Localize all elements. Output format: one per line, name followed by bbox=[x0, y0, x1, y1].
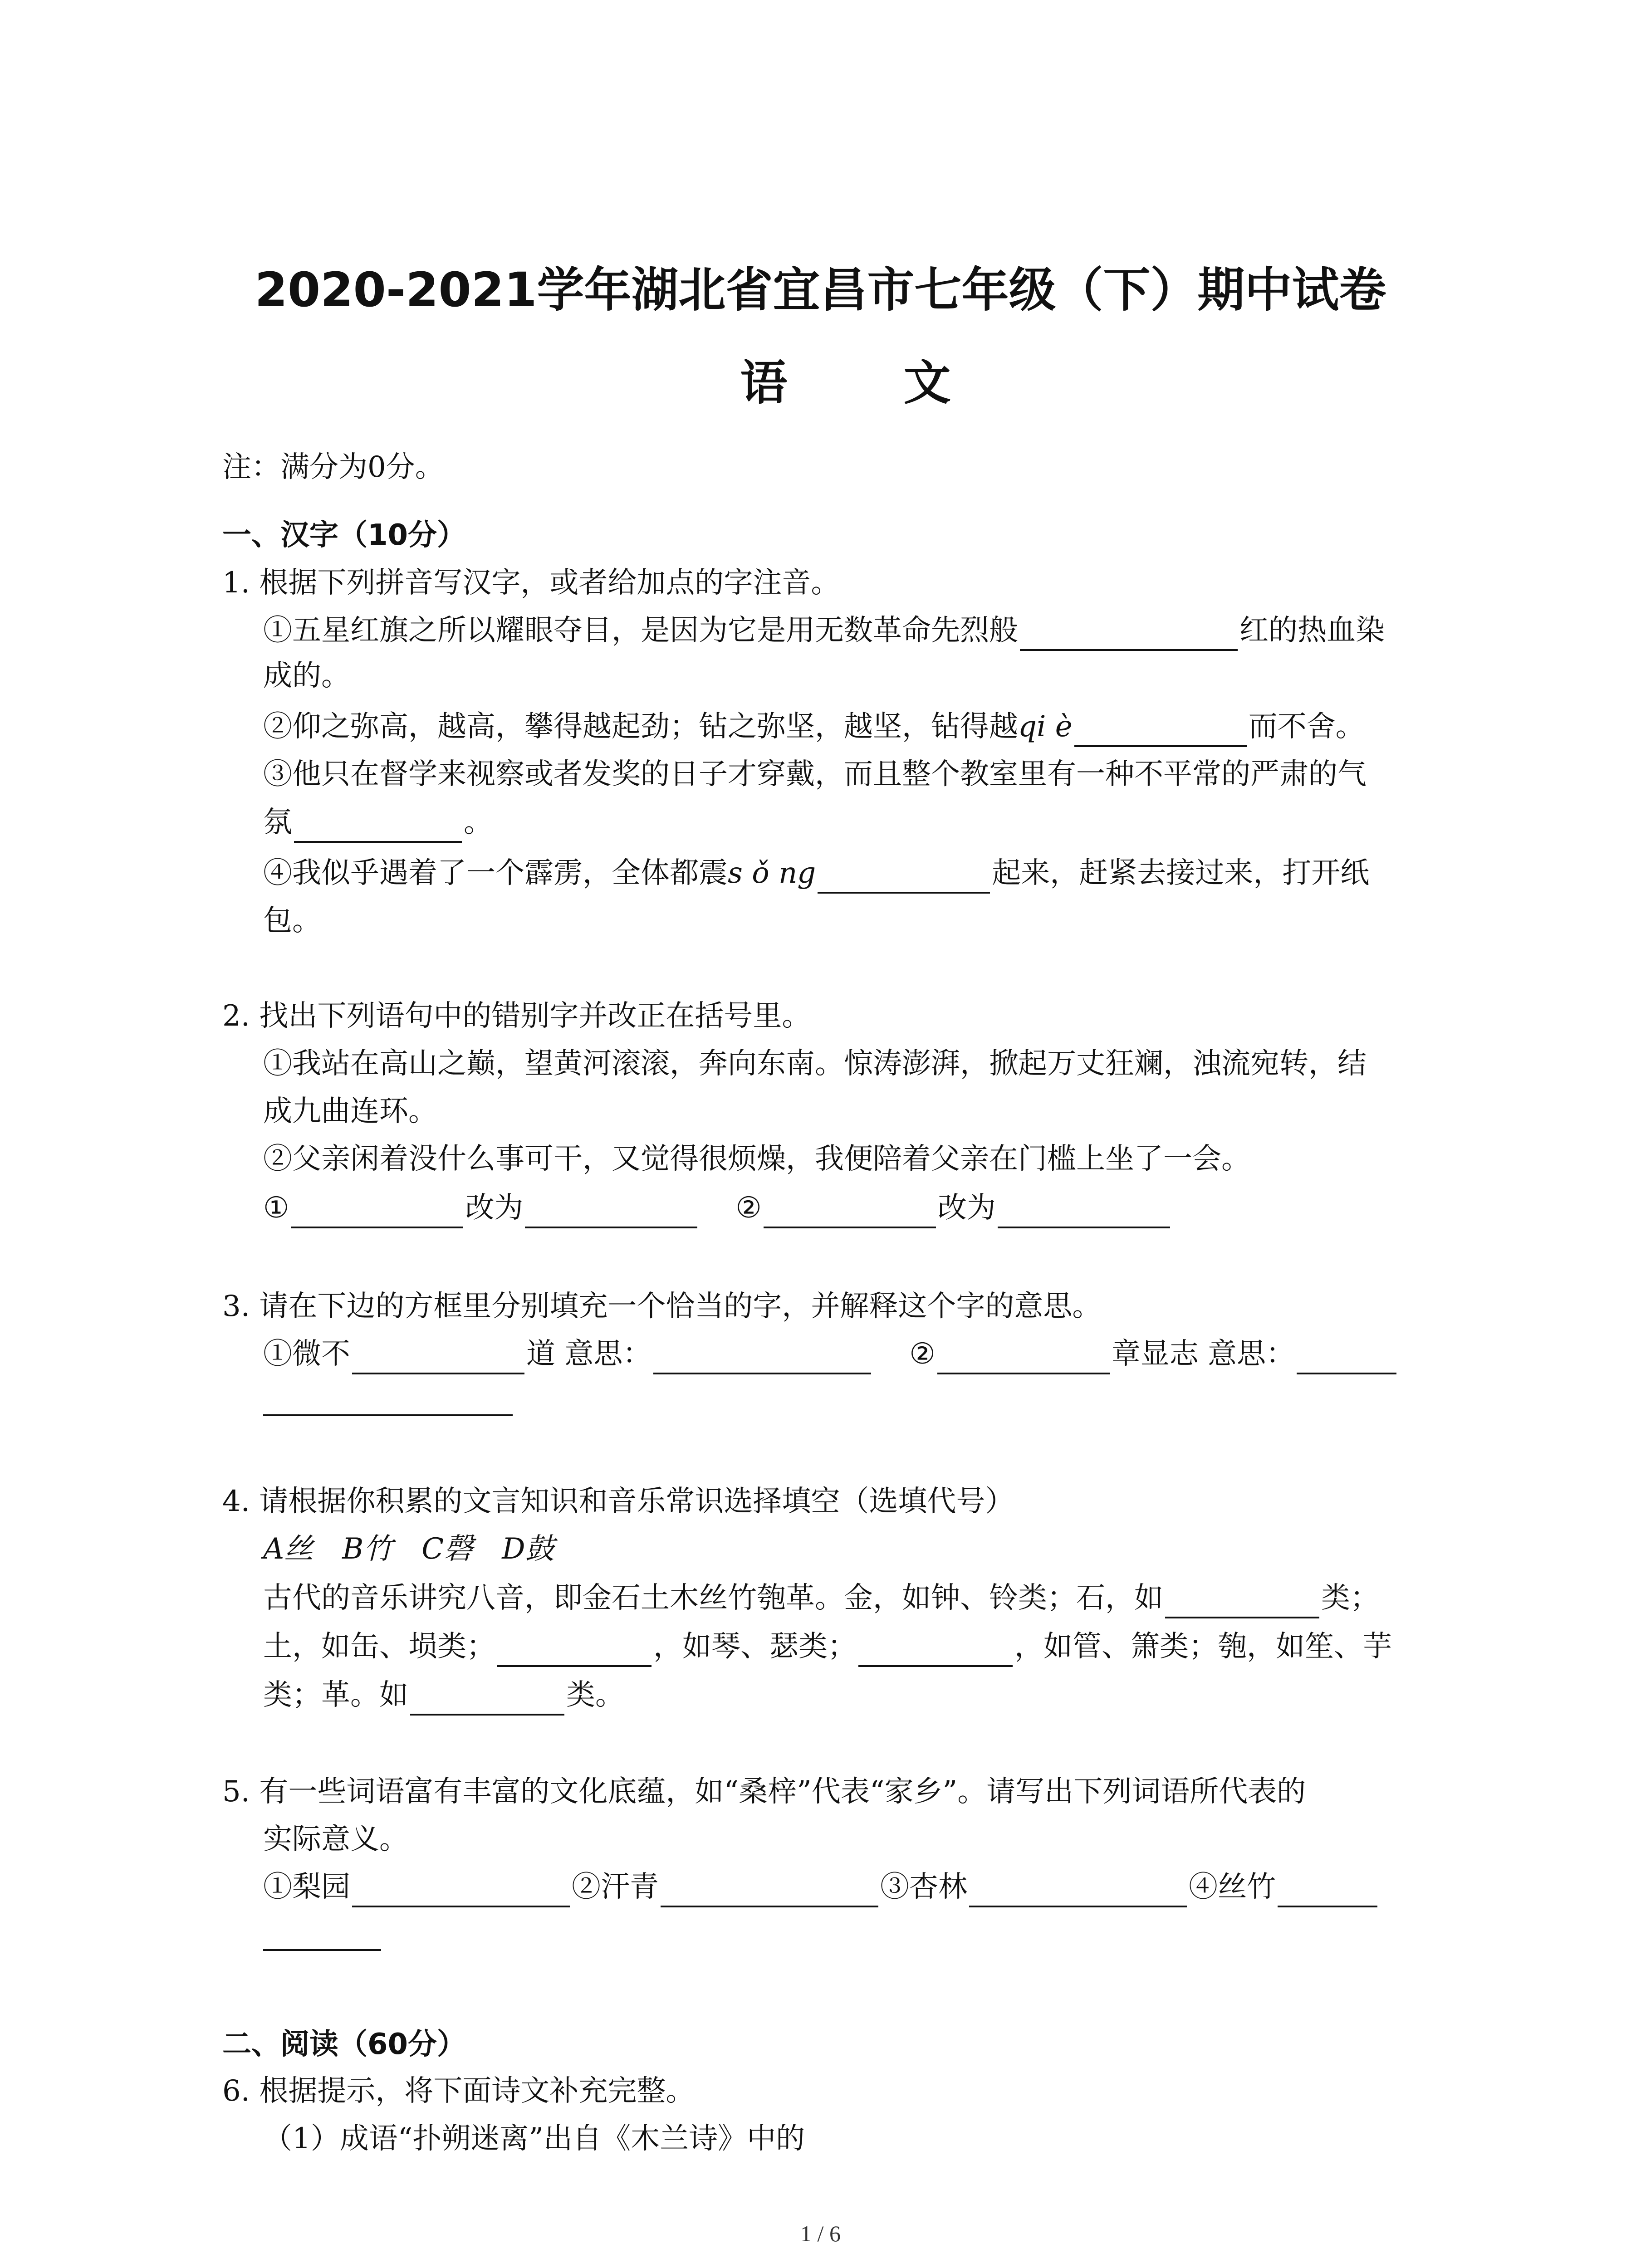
pinyin: qi è bbox=[1018, 710, 1073, 743]
section-2-heading: 二、阅读（60分） bbox=[222, 2028, 466, 2061]
pinyin: s ǒ ng bbox=[728, 856, 816, 890]
q2-line1: ①我站在高山之巅，望黄河滚滚，奔向东南。惊涛澎湃，掀起万丈狂斓，浊流宛转，结 bbox=[263, 1047, 1367, 1080]
q2-stem: 2. 找出下列语句中的错别字并改正在括号里。 bbox=[222, 999, 811, 1033]
answer-blank[interactable] bbox=[1020, 621, 1238, 651]
q2-answers: ① 改为 ② 改为 bbox=[263, 1188, 1172, 1228]
answer-blank[interactable] bbox=[818, 864, 990, 894]
q1-line4: ④我似乎遇着了一个霹雳，全体都震s ǒ ng 起来，赶紧去接过来，打开纸 bbox=[263, 853, 1369, 894]
q1-stem: 1. 根据下列拼音写汉字，或者给加点的字注音。 bbox=[222, 566, 840, 600]
answer-blank[interactable] bbox=[858, 1637, 1013, 1667]
answer-blank[interactable] bbox=[1278, 1877, 1377, 1907]
answer-blank[interactable] bbox=[352, 1877, 570, 1907]
answer-blank[interactable] bbox=[352, 1344, 524, 1374]
q1-line1-cont: 成的。 bbox=[263, 659, 350, 693]
answer-blank-cont[interactable] bbox=[263, 1949, 381, 1951]
q5-answers: ①梨园 ②汗青 ③杏林 ④丝竹 bbox=[263, 1867, 1379, 1907]
score-note: 注：满分为0分。 bbox=[222, 450, 444, 484]
q3-stem: 3. 请在下边的方框里分别填充一个恰当的字，并解释这个字的意思。 bbox=[222, 1290, 1102, 1323]
q4-line3: 类；革。如 类。 bbox=[263, 1675, 624, 1716]
q4-line1: 古代的音乐讲究八音，即金石土木丝竹匏革。金，如钟、铃类；石，如 类； bbox=[263, 1578, 1379, 1618]
subject-title: 语 文 bbox=[740, 355, 1001, 411]
q1-line1: ①五星红旗之所以耀眼夺目，是因为它是用无数革命先烈般 红的热血染 bbox=[263, 610, 1385, 651]
q1-line3: ③他只在督学来视察或者发奖的日子才穿戴，而且整个教室里有一种不平常的严肃的气 bbox=[263, 758, 1367, 791]
q4-stem: 4. 请根据你积累的文言知识和音乐常识选择填空（选填代号） bbox=[222, 1485, 1014, 1518]
q6-sub1: （1）成语“扑朔迷离”出自《木兰诗》中的 bbox=[263, 2122, 805, 2156]
answer-blank[interactable] bbox=[653, 1344, 871, 1374]
q1-line2: ②仰之弥高，越高，攀得越起劲；钻之弥坚，越坚，钻得越qi è 而不舍。 bbox=[263, 706, 1365, 747]
q1-line3-cont: 氛 。 bbox=[263, 802, 493, 843]
q1-line4-cont: 包。 bbox=[263, 904, 321, 938]
q2-line1-cont: 成九曲连环。 bbox=[263, 1095, 437, 1128]
answer-blank[interactable] bbox=[661, 1877, 878, 1907]
answer-blank[interactable] bbox=[998, 1198, 1170, 1228]
answer-blank[interactable] bbox=[1074, 717, 1247, 747]
answer-blank[interactable] bbox=[1297, 1344, 1396, 1374]
q6-stem: 6. 根据提示，将下面诗文补充完整。 bbox=[222, 2074, 695, 2108]
q4-options: A丝 B竹 C磬 D鼓 bbox=[263, 1532, 554, 1566]
q5-stem: 5. 有一些词语富有丰富的文化底蕴，如“桑梓”代表“家乡”。请写出下列词语所代表的 bbox=[222, 1775, 1306, 1809]
section-1-heading: 一、汉字（10分） bbox=[222, 518, 466, 552]
answer-blank[interactable] bbox=[764, 1198, 936, 1228]
answer-blank[interactable] bbox=[410, 1686, 564, 1716]
answer-blank[interactable] bbox=[969, 1877, 1187, 1907]
answer-blank[interactable] bbox=[525, 1198, 697, 1228]
answer-blank[interactable] bbox=[1165, 1589, 1319, 1618]
answer-blank[interactable] bbox=[291, 1198, 463, 1228]
answer-blank-cont[interactable] bbox=[263, 1414, 513, 1416]
q3-answers: ①微不 道 意思： ② 章显志 意思： bbox=[263, 1334, 1398, 1374]
page-number: 1 / 6 bbox=[800, 2221, 841, 2246]
exam-title: 2020-2021学年湖北省宜昌市七年级（下）期中试卷 bbox=[255, 262, 1386, 318]
answer-blank[interactable] bbox=[937, 1344, 1110, 1374]
q5-stem-cont: 实际意义。 bbox=[263, 1823, 408, 1856]
q4-line2: 土，如缶、埙类； ，如琴、瑟类； ，如管、箫类；匏，如笙、芋 bbox=[263, 1626, 1392, 1667]
q2-line2: ②父亲闲着没什么事可干，又觉得很烦燥，我便陪着父亲在门槛上坐了一会。 bbox=[263, 1142, 1250, 1176]
answer-blank[interactable] bbox=[497, 1637, 652, 1667]
answer-blank[interactable] bbox=[294, 813, 462, 843]
